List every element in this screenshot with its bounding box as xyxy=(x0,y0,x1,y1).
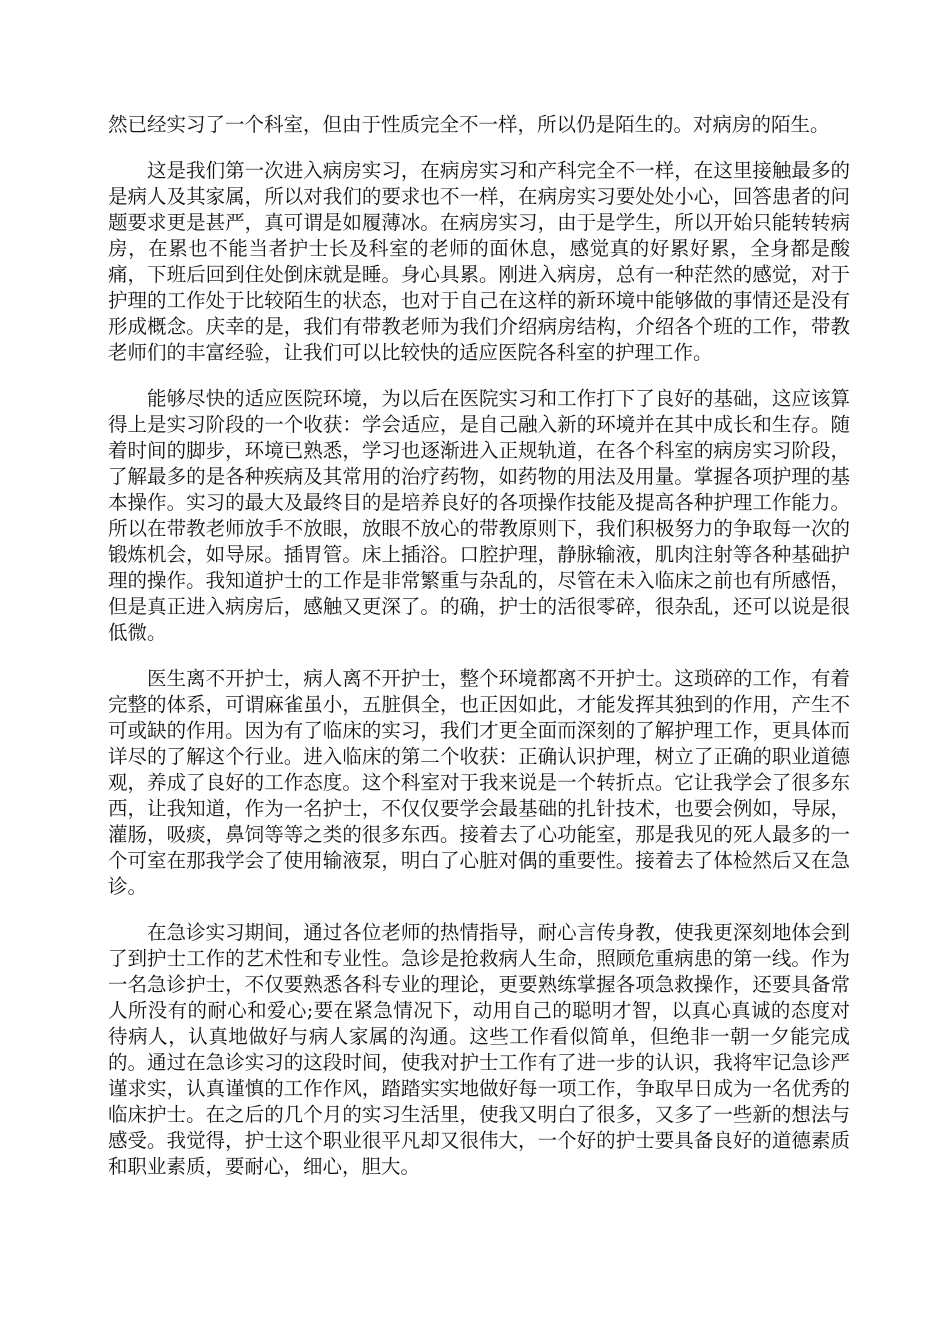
paragraph-2: 这是我们第一次进入病房实习，在病房实习和产科完全不一样，在这里接触最多的是病人及其家属，所以对我们的要求也不一样，在病房实习要处处小心，回答患者的问题要求更是甚严，真可谓是如履薄冰。在病房实习，由于是学生，所以开始只能转转病房，在累也不能当者护士长及科室的老师的面休息，感觉真的好累好累，全身都是酸痛，下班后回到住处倒床就是睡。身心具累。刚进入病房，总有一种茫然的感觉，对于护理的工作处于比较陌生的状态，也对于自己在这样的新环境中能够做的事情还是没有形成概念。庆幸的是，我们有带教老师为我们介绍病房结构，介绍各个班的工作，带教老师们的丰富经验，让我们可以比较快的适应医院各科室的护理工作。 xyxy=(108,159,850,364)
paragraph-1: 然已经实习了一个科室，但由于性质完全不一样，所以仍是陌生的。对病房的陌生。 xyxy=(108,113,830,136)
document-body xyxy=(108,112,850,1180)
paragraph-5: 在急诊实习期间，通过各位老师的热情指导，耐心言传身教，使我更深刻地体会到了到护士工作的艺术性和专业性。急诊是抢救病人生命，照顾危重病患的第一线。作为一名急诊护士，不仅要熟悉各科专业的理论，更要熟练掌握各项急救操作，还要具备常人所没有的耐心和爱心;要在紧急情况下，动用自己的聪明才智，以真心真诚的态度对待病人，认真地做好与病人家属的沟通。这些工作看似简单，但绝非一朝一夕能完成的。通过在急诊实习的这段时间，使我对护士工作有了进一步的认识，我将牢记急诊严谨求实，认真谨慎的工作作风，踏踏实实地做好每一项工作，争取早日成为一名优秀的临床护士。在之后的几个月的实习生活里，使我又明白了很多，又多了一些新的想法与感受。我觉得，护士这个职业很平凡却又很伟大，一个好的护士要具备良好的道德素质和职业素质，要耐心，细心，胆大。 xyxy=(108,921,850,1178)
paragraph-4: 医生离不开护士，病人离不开护士，整个环境都离不开护士。这琐碎的工作，有着完整的体系，可谓麻雀虽小，五脏俱全，也正因如此，才能发挥其独到的作用，产生不可或缺的作用。因为有了临床的实习，我们才更全面而深刻的了解护理工作，更具体而详尽的了解这个行业。进入临床的第二个收获：正确认识护理，树立了正确的职业道德观，养成了良好的工作态度。这个科室对于我来说是一个转折点。它让我学会了很多东西，让我知道，作为一名护士，不仅仅要学会最基础的扎针技术，也要会例如，导尿，灌肠，吸痰，鼻饲等等之类的很多东西。接着去了心功能室，那是我见的死人最多的一个可室在那我学会了使用输液泵，明白了心脏对偶的重要性。接着去了体检然后又在急诊。 xyxy=(108,667,850,898)
paragraph-3: 能够尽快的适应医院环境，为以后在医院实习和工作打下了良好的基础，这应该算得上是实习阶段的一个收获：学会适应，是自己融入新的环境并在其中成长和生存。随着时间的脚步，环境已熟悉，学习也逐渐进入正规轨道，在各个科室的病房实习阶段，了解最多的是各种疾病及其常用的治疗药物，如药物的用法及用量。掌握各项护理的基本操作。实习的最大及最终目的是培养良好的各项操作技能及提高各种护理工作能力。所以在带教老师放手不放眼，放眼不放心的带教原则下，我们积极努力的争取每一次的锻炼机会，如导尿。插胃管。床上插浴。口腔护理，静脉输液，肌肉注射等各种基础护理的操作。我知道护士的工作是非常繁重与杂乱的，尽管在未入临床之前也有所感悟，但是真正进入病房后，感触又更深了。的确，护士的活很零碎，很杂乱，还可以说是很低微。 xyxy=(108,387,850,644)
